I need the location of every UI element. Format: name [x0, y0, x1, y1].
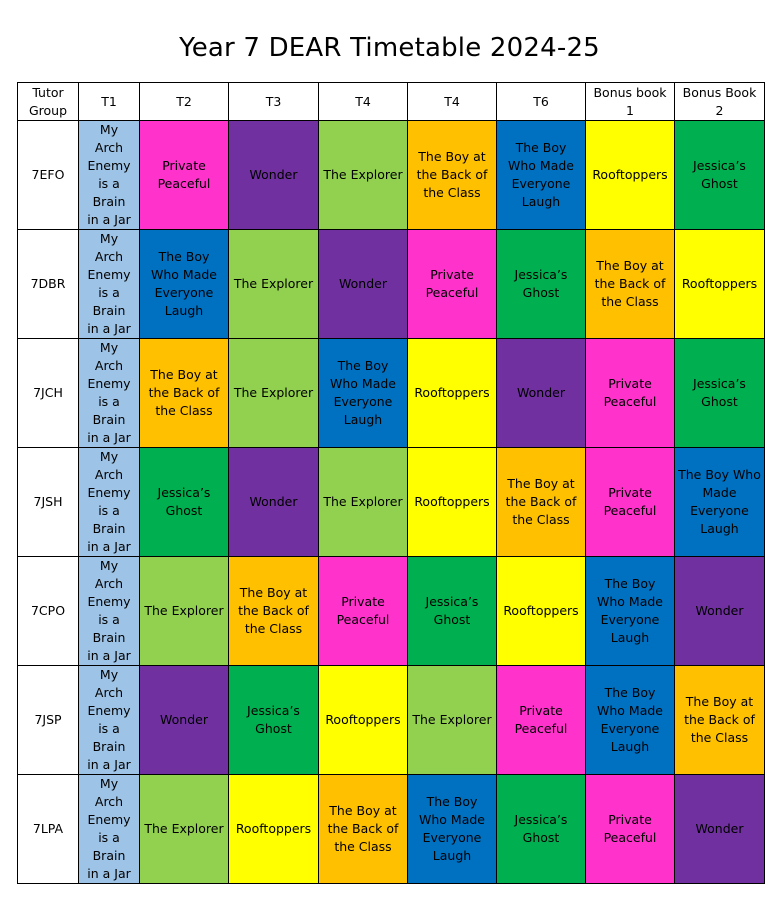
header-tutor-group: Tutor Group: [18, 83, 79, 121]
header-bonus-book-2: Bonus Book 2: [675, 83, 765, 121]
header-bonus-book-1: Bonus book 1: [586, 83, 675, 121]
book-cell: The Boy at the Back of the Class: [586, 230, 675, 339]
book-cell: The Boy at the Back of the Class: [229, 557, 319, 666]
tutor-group-cell: 7EFO: [18, 121, 79, 230]
book-cell: Wonder: [675, 775, 765, 884]
book-cell: The Explorer: [229, 230, 319, 339]
book-cell: Jessica’s Ghost: [675, 339, 765, 448]
book-cell: Rooftoppers: [229, 775, 319, 884]
book-cell: Rooftoppers: [675, 230, 765, 339]
table-row: [18, 775, 765, 884]
book-cell: My Arch Enemy is a Brain in a Jar: [79, 339, 140, 448]
book-cell: The Boy Who Made Everyone Laugh: [675, 448, 765, 557]
book-cell: Wonder: [675, 557, 765, 666]
tutor-group-cell: 7JSH: [18, 448, 79, 557]
table-row: [18, 339, 765, 448]
timetable: [17, 82, 765, 884]
header-t2: T2: [140, 83, 229, 121]
book-cell: The Boy at the Back of the Class: [140, 339, 229, 448]
book-cell: Jessica’s Ghost: [497, 775, 586, 884]
tutor-group-cell: 7DBR: [18, 230, 79, 339]
book-cell: The Boy at the Back of the Class: [408, 121, 497, 230]
book-cell: Wonder: [497, 339, 586, 448]
book-cell: Private Peaceful: [497, 666, 586, 775]
book-cell: Rooftoppers: [408, 339, 497, 448]
table-row: [18, 230, 765, 339]
book-cell: Wonder: [319, 230, 408, 339]
table-row: [18, 666, 765, 775]
table-row: [18, 448, 765, 557]
book-cell: The Explorer: [140, 557, 229, 666]
book-cell: The Explorer: [229, 339, 319, 448]
book-cell: Rooftoppers: [408, 448, 497, 557]
book-cell: Private Peaceful: [140, 121, 229, 230]
book-cell: Private Peaceful: [408, 230, 497, 339]
book-cell: The Explorer: [319, 121, 408, 230]
book-cell: Wonder: [229, 448, 319, 557]
book-cell: My Arch Enemy is a Brain in a Jar: [79, 666, 140, 775]
book-cell: Rooftoppers: [319, 666, 408, 775]
table-row: [18, 557, 765, 666]
book-cell: My Arch Enemy is a Brain in a Jar: [79, 230, 140, 339]
book-cell: Wonder: [140, 666, 229, 775]
book-cell: The Explorer: [140, 775, 229, 884]
book-cell: Private Peaceful: [586, 775, 675, 884]
book-cell: The Boy Who Made Everyone Laugh: [408, 775, 497, 884]
book-cell: The Explorer: [319, 448, 408, 557]
tutor-group-cell: 7JSP: [18, 666, 79, 775]
book-cell: The Boy Who Made Everyone Laugh: [497, 121, 586, 230]
book-cell: Jessica’s Ghost: [675, 121, 765, 230]
book-cell: The Boy at the Back of the Class: [675, 666, 765, 775]
tutor-group-cell: 7LPA: [18, 775, 79, 884]
book-cell: Private Peaceful: [319, 557, 408, 666]
book-cell: Jessica’s Ghost: [140, 448, 229, 557]
book-cell: Rooftoppers: [586, 121, 675, 230]
book-cell: Private Peaceful: [586, 339, 675, 448]
book-cell: The Boy at the Back of the Class: [319, 775, 408, 884]
book-cell: The Explorer: [408, 666, 497, 775]
book-cell: My Arch Enemy is a Brain in a Jar: [79, 448, 140, 557]
header-row: [18, 83, 765, 121]
book-cell: Wonder: [229, 121, 319, 230]
book-cell: Jessica’s Ghost: [497, 230, 586, 339]
header-t4: T4: [319, 83, 408, 121]
table-row: [18, 121, 765, 230]
book-cell: Jessica’s Ghost: [408, 557, 497, 666]
book-cell: The Boy Who Made Everyone Laugh: [319, 339, 408, 448]
tutor-group-cell: 7CPO: [18, 557, 79, 666]
book-cell: My Arch Enemy is a Brain in a Jar: [79, 557, 140, 666]
page-title: Year 7 DEAR Timetable 2024-25: [179, 33, 600, 64]
header-t1: T1: [79, 83, 140, 121]
book-cell: The Boy Who Made Everyone Laugh: [140, 230, 229, 339]
book-cell: Rooftoppers: [497, 557, 586, 666]
book-cell: The Boy Who Made Everyone Laugh: [586, 666, 675, 775]
book-cell: Jessica’s Ghost: [229, 666, 319, 775]
tutor-group-cell: 7JCH: [18, 339, 79, 448]
header-t3: T3: [229, 83, 319, 121]
header-t4-second: T4: [408, 83, 497, 121]
book-cell: Private Peaceful: [586, 448, 675, 557]
timetable-body: [18, 121, 765, 884]
book-cell: The Boy at the Back of the Class: [497, 448, 586, 557]
book-cell: My Arch Enemy is a Brain in a Jar: [79, 121, 140, 230]
book-cell: My Arch Enemy is a Brain in a Jar: [79, 775, 140, 884]
book-cell: The Boy Who Made Everyone Laugh: [586, 557, 675, 666]
header-t6: T6: [497, 83, 586, 121]
